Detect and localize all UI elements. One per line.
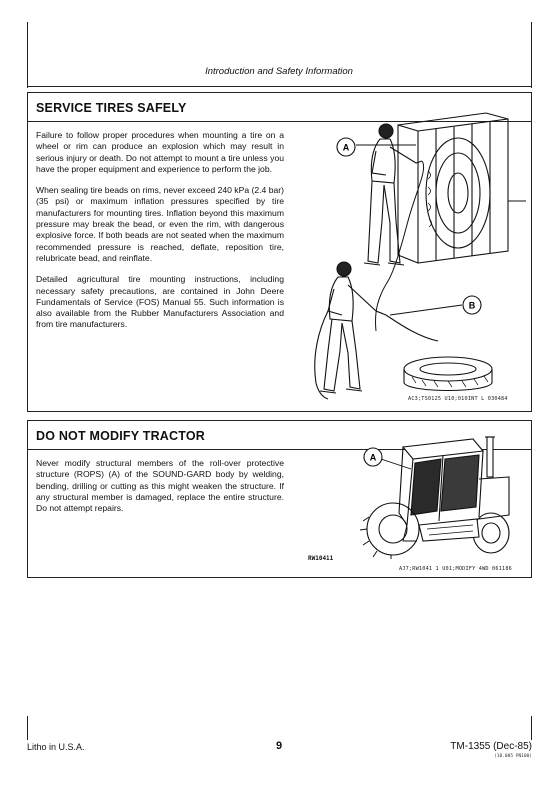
page-number: 9 [275,740,283,752]
section-service-tires [27,92,532,412]
figure-id: RW10411 [308,555,334,562]
callout-b-label: B [468,300,476,311]
tire-inflation-illustration [298,101,528,401]
paragraph: Failure to follow proper procedures when mounting a tire on a wheel or rim can produce an explosion which may result in serious injury or death. Do not attempt to mount a tire unless you have the proper equipment and experience to perform the job. [36,130,284,174]
footer-rule-right [531,716,532,740]
callout-a-label: A [369,452,377,463]
section-title: DO NOT MODIFY TRACTOR [36,429,206,443]
section-title: SERVICE TIRES SAFELY [36,101,187,115]
paragraph: Never modify structural members of the roll-over protective structure (ROPS) (A) of the SOUND-GARD body by welding, bending, drilling or cutting as this might weaken the structure. If any structural member is damaged, replace the entire structure. Do not attempt repairs. [36,458,284,514]
header-rule-left [27,22,28,88]
paragraph: Detailed agricultural tire mounting instructions, including necessary safety precautions, are contained in John Deere Fundamentals of Service (FOS) Manual 55. Such information is also available from the Rubber Manufacturers Association and from tire manufacturers. [36,274,284,330]
callout-a-label: A [342,142,350,153]
section-body [36,130,284,341]
footer-rule-left [27,716,28,740]
figure-caption: AJ7;RW1041 1 U01;MODIFY 4WD 061186 [399,566,512,572]
section-do-not-modify [27,420,532,578]
paragraph: When sealing tire beads on rims, never exceed 240 kPa (2.4 bar) (35 psi) or maximum inflation pressures specified by tire manufacturers for mounting tires. Inflation beyond this maximum pressure may break the bead, or even the rim, with dangerous explosive force. If both beads are not seated when the maximum recommended pressure is reached, deflate, reposition tire, relubricate bead, and reinflate. [36,185,284,263]
footer-manual-id: TM-1355 (Dec-85) [450,741,532,752]
tractor-rops-illustration [333,429,513,559]
page-header-title: Introduction and Safety Information [205,66,353,77]
section-body [36,458,284,524]
header-rule [27,86,532,87]
header-rule-right [531,22,532,88]
figure-caption: AC3;TS0125 U10;010INT L 030484 [408,396,508,402]
footer-code: (10.005 PN100) [494,754,532,759]
footer-print-note: Litho in U.S.A. [27,742,85,752]
